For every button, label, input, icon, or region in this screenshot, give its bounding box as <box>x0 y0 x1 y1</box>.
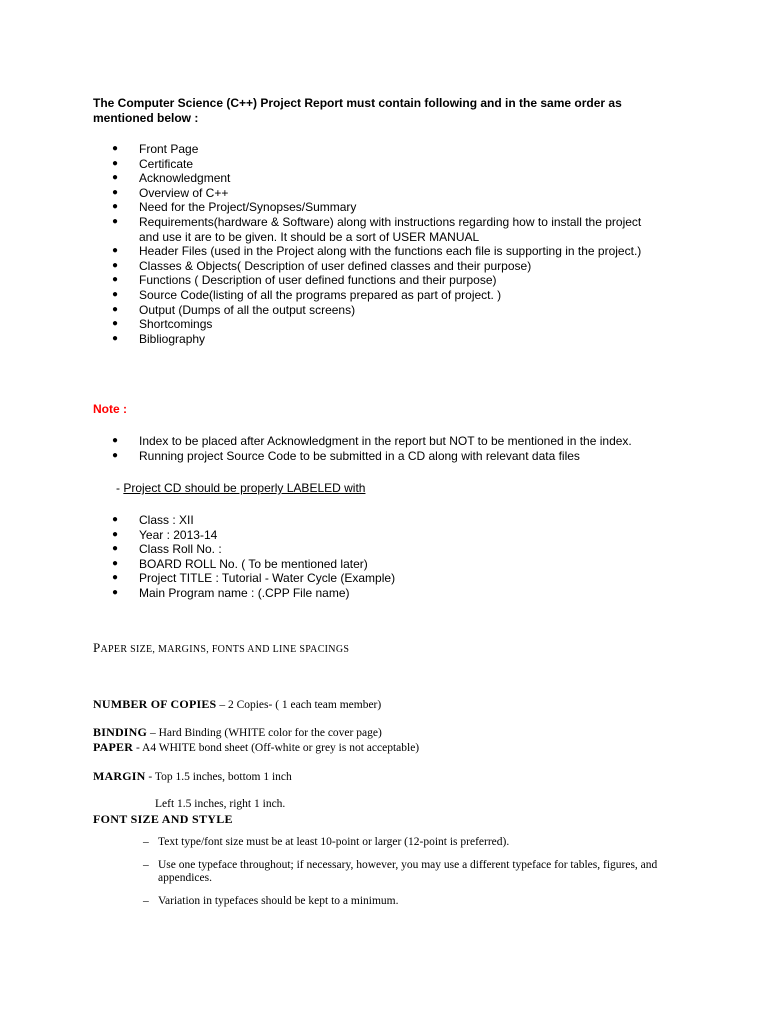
list-item-text: Year : 2013-14 <box>139 527 218 542</box>
font-rules-list <box>0 836 668 917</box>
paper-section-heading <box>93 640 349 656</box>
binding-line <box>93 725 382 740</box>
dash-icon: – <box>143 858 149 871</box>
list-item <box>0 244 649 259</box>
heading-initial: P <box>93 640 101 655</box>
bullet-icon: ● <box>112 201 119 213</box>
list-item-text: Project TITLE : Tutorial - Water Cycle (Example) <box>139 571 396 586</box>
cd-label-text: Project CD should be properly LABELED with <box>123 481 366 495</box>
list-item-text: Need for the Project/Synopses/Summary <box>139 200 357 215</box>
list-item <box>0 542 649 557</box>
bullet-icon: ● <box>112 288 119 300</box>
binding-label: BINDING <box>93 725 148 739</box>
list-item-text: Class Roll No. : <box>139 542 222 557</box>
cd-label-list <box>0 513 649 601</box>
list-item <box>0 142 649 157</box>
list-item <box>0 157 649 172</box>
bullet-icon: ● <box>112 557 119 569</box>
margin-left-right: Left 1.5 inches, right 1 inch. <box>155 798 286 810</box>
bullet-icon: ● <box>112 449 119 461</box>
list-item-text: Header Files (used in the Project along with the functions each file is supporting in the project.) <box>139 244 642 259</box>
intro-line-2: mentioned below : <box>93 110 199 125</box>
margin-line <box>93 769 292 784</box>
list-item <box>0 571 649 586</box>
margin-text: - Top 1.5 inches, bottom 1 inch <box>145 771 292 783</box>
bullet-icon: ● <box>112 157 119 169</box>
copies-line <box>93 697 381 712</box>
list-item-text: Shortcomings <box>139 317 213 332</box>
bullet-icon: ● <box>112 332 119 344</box>
copies-text: – 2 Copies- ( 1 each team member) <box>216 699 382 711</box>
margin-label: MARGIN <box>93 769 146 783</box>
note-label: Note : <box>93 402 127 416</box>
list-item-text: Index to be placed after Acknowledgment in the report but NOT to be mentioned in the index. <box>139 434 632 448</box>
list-item-text: Main Program name : (.CPP File name) <box>139 585 350 600</box>
cd-label-prefix: - <box>116 481 124 495</box>
contents-list <box>0 142 649 346</box>
list-item-text: Running project Source Code to be submitted in a CD along with relevant data files <box>139 448 580 463</box>
cd-label-line <box>116 481 365 496</box>
bullet-icon: ● <box>112 318 119 330</box>
list-item-text: Bibliography <box>139 331 206 346</box>
list-item <box>0 836 668 850</box>
list-item <box>0 434 699 449</box>
list-item-text: Overview of C++ <box>139 185 229 200</box>
bullet-icon: ● <box>112 259 119 271</box>
paper-label: PAPER <box>93 740 134 754</box>
list-item-text: Use one typeface throughout; if necessary, however, you may use a different typeface for tables, figures, and appendices. <box>158 858 658 884</box>
list-item-text: Output (Dumps of all the output screens) <box>139 302 356 317</box>
intro-line-1: The Computer Science (C++) Project Report must contain following and in the same order as <box>93 96 622 110</box>
list-item <box>0 859 668 886</box>
list-item <box>0 586 649 601</box>
bullet-icon: ● <box>112 303 119 315</box>
note-list <box>0 434 699 463</box>
list-item-text: Certificate <box>139 156 194 171</box>
list-item-text: Acknowledgment <box>139 171 231 186</box>
bullet-icon: ● <box>112 186 119 198</box>
heading-rest: APER SIZE, MARGINS, FONTS AND LINE SPACINGS <box>100 644 350 655</box>
bullet-icon: ● <box>112 172 119 184</box>
list-item-text: Requirements(hardware & Software) along with instructions regarding how to install the project and use it are to be given. It should be a sort of USER MANUAL <box>139 214 642 244</box>
list-item-text: Functions ( Description of user defined functions and their purpose) <box>139 273 497 288</box>
paper-text: - A4 WHITE bond sheet (Off-white or grey is not acceptable) <box>133 742 420 754</box>
paper-line <box>93 740 419 755</box>
binding-text: – Hard Binding (WHITE color for the cover page) <box>147 727 382 739</box>
bullet-icon: ● <box>112 143 119 154</box>
list-item <box>0 186 649 201</box>
bullet-icon: ● <box>112 514 119 525</box>
list-item <box>0 288 649 303</box>
dash-icon: – <box>143 894 149 907</box>
list-item <box>0 513 649 528</box>
bullet-icon: ● <box>112 543 119 555</box>
dash-icon: – <box>143 836 149 848</box>
list-item <box>0 528 649 543</box>
list-item <box>0 273 649 288</box>
list-item-text: Text type/font size must be at least 10-point or larger (12-point is preferred). <box>158 836 510 848</box>
list-item <box>0 200 649 215</box>
list-item <box>0 215 649 244</box>
bullet-icon: ● <box>112 572 119 584</box>
list-item <box>0 303 649 318</box>
list-item <box>0 317 649 332</box>
bullet-icon: ● <box>112 528 119 540</box>
bullet-icon: ● <box>112 435 119 446</box>
intro-text <box>93 96 693 125</box>
list-item-text: BOARD ROLL No. ( To be mentioned later) <box>139 556 368 571</box>
copies-label: NUMBER OF COPIES <box>93 697 217 711</box>
list-item <box>0 332 649 347</box>
list-item <box>0 557 649 572</box>
bullet-icon: ● <box>112 215 119 227</box>
bullet-icon: ● <box>112 586 119 598</box>
list-item <box>0 259 649 274</box>
bullet-icon: ● <box>112 274 119 286</box>
font-section-heading: FONT SIZE AND STYLE <box>93 812 233 826</box>
list-item-text: Source Code(listing of all the programs prepared as part of project. ) <box>139 287 502 302</box>
list-item-text: Classes & Objects( Description of user defined classes and their purpose) <box>139 258 532 273</box>
list-item <box>0 449 699 464</box>
list-item <box>0 895 668 909</box>
list-item-text: Class : XII <box>139 513 194 527</box>
bullet-icon: ● <box>112 245 119 257</box>
list-item <box>0 171 649 186</box>
list-item-text: Variation in typefaces should be kept to a minimum. <box>158 894 399 907</box>
list-item-text: Front Page <box>139 142 199 156</box>
